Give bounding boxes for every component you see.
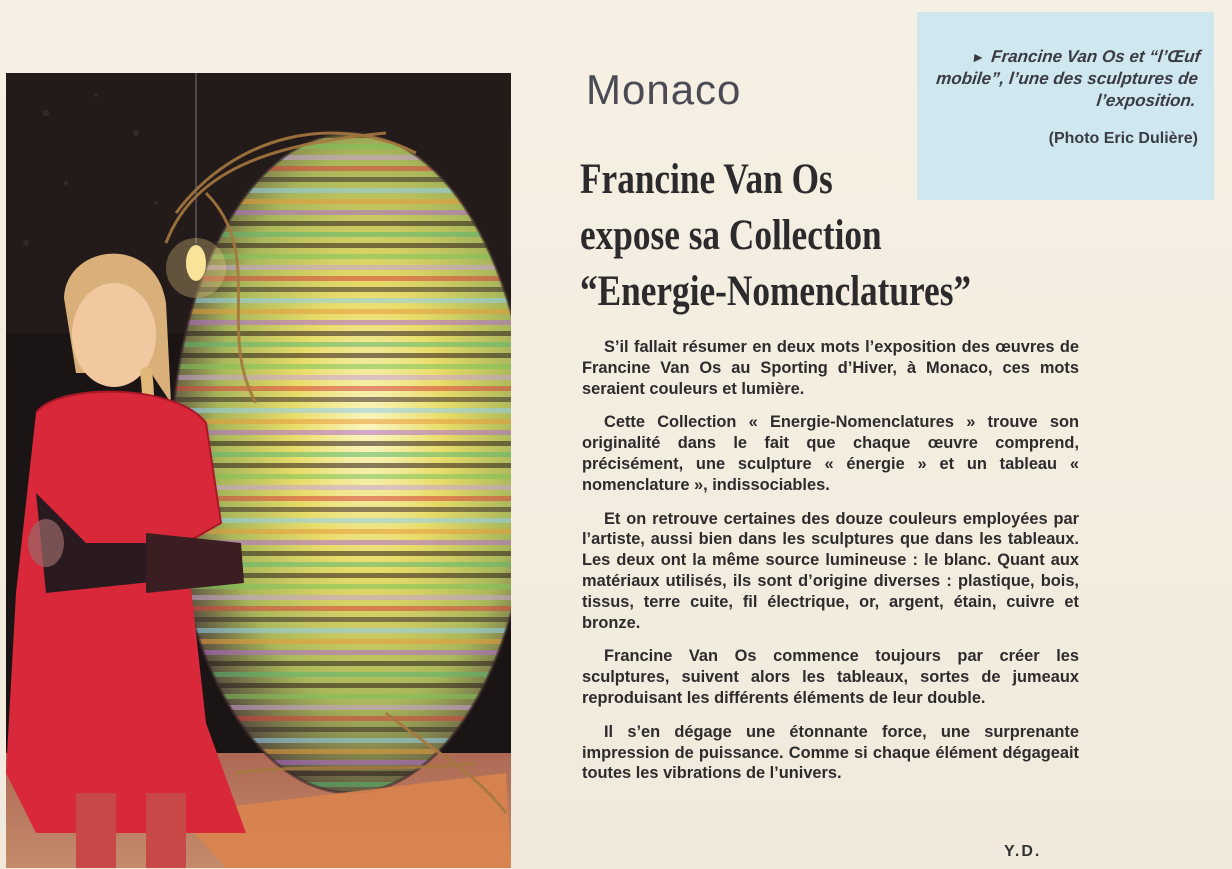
article-paragraph-5: Il s’en dégage une étonnante force, une surprenante impression de puissance. Comme si chaque élément dégageait toutes les vibrations de l’univers. <box>582 722 1079 783</box>
headline-line-1: Francine Van Os <box>580 156 833 203</box>
photo-credit: (Photo Eric Dulière) <box>1048 130 1198 147</box>
photo-illustration <box>6 73 511 868</box>
caption-text: Francine Van Os et “l’Œuf mobile”, l’une des sculptures de l’exposition. <box>935 47 1202 110</box>
author-signature: Y.D. <box>1004 843 1042 860</box>
section-kicker: Monaco <box>586 66 742 113</box>
article-headline <box>580 152 990 320</box>
article-paragraph-2: Cette Collection « Energie-Nomenclatures » trouve son originalité dans le fait que chaque œuvre comprend, précisément, une sculpture « énergie » et un tableau « nomenclature », indissociables. <box>582 413 1079 494</box>
headline-line-3: “Energie-Nomenclatures” <box>580 268 972 315</box>
article-photo <box>6 73 511 868</box>
article-paragraph-1: S’il fallait résumer en deux mots l’exposition des œuvres de Francine Van Os au Sporting d’Hiver, à Monaco, ces mots seraient couleurs et lumière. <box>582 338 1079 398</box>
caption-arrow-icon: ► <box>970 49 987 65</box>
article-paragraph-4: Francine Van Os commence toujours par créer les sculptures, suivent alors les tableaux, sortes de jumeaux reproduisant les différents éléments de leur double. <box>582 647 1079 707</box>
headline-line-2: expose sa Collection <box>580 212 882 259</box>
article-paragraph-3: Et on retrouve certaines des douze couleurs employées par l’artiste, aussi bien dans les sculptures que dans les tableaux. Les deux ont la même source lumineuse : le blanc. Quant aux matériaux utilisés, ils sont d’origine diverses : plastique, bois, tissus, terre cuite, fil électrique, or, argent, étain, cuivre et bronze. <box>582 509 1079 632</box>
article-body <box>582 337 1079 784</box>
